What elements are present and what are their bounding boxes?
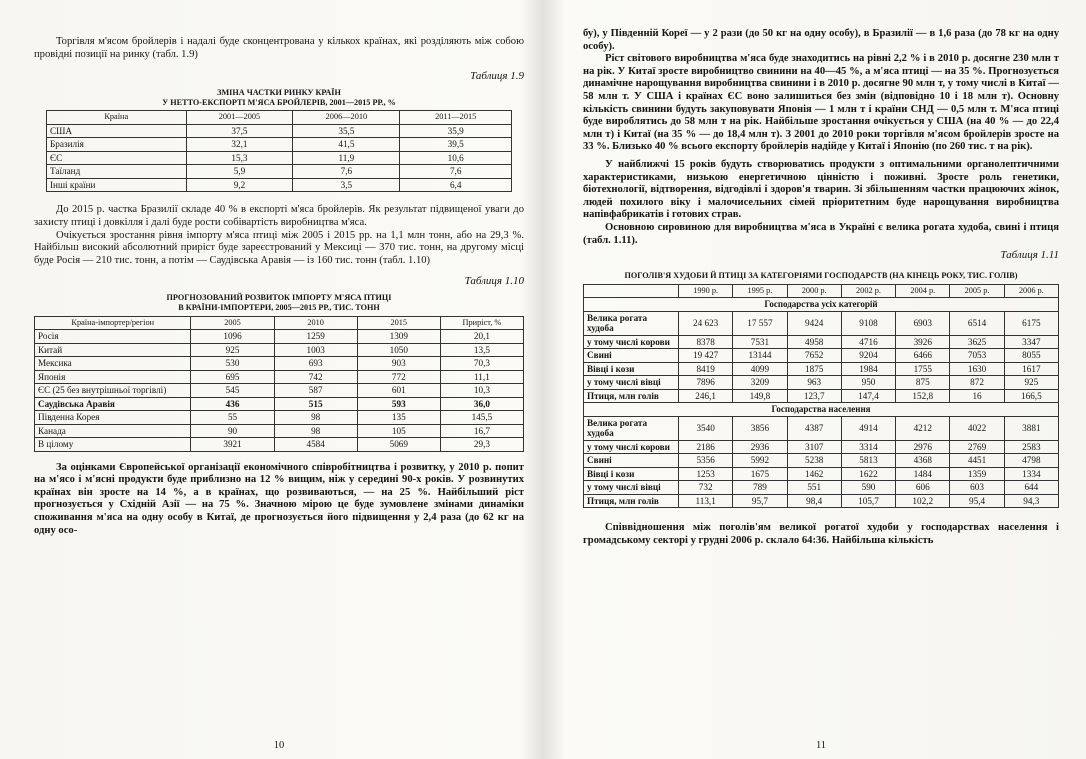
table-1-9-cell: 39,5: [400, 138, 512, 152]
table-1-11-row-label: у тому числі корови: [584, 440, 679, 454]
table-1-11-cell: 1462: [787, 467, 841, 481]
table-1-11-group-row: [584, 298, 1059, 312]
table-1-11-cell: 7652: [787, 349, 841, 363]
table-1-9-cell: 35,9: [400, 124, 512, 138]
table-1-9-header-cell: Країна: [47, 111, 187, 125]
table-1-9-cell: 41,5: [293, 138, 400, 152]
table-1-10-header-cell: Приріст, %: [440, 316, 523, 330]
table-1-10-cell: 742: [274, 370, 357, 384]
right-page: [583, 0, 1059, 759]
table-1-10-cell: 11,1: [440, 370, 523, 384]
table-1-11-cell: 789: [733, 481, 787, 495]
table-1-11-cell: 3209: [733, 376, 787, 390]
table-1-9-row: [47, 165, 512, 179]
table-1-9-row-label: ЄС: [47, 151, 187, 165]
paragraph-brazil: До 2015 р. частка Бразилії складе 40 % в експорті м'яса бройлерів. Як результат підвищеної уваги до захисту птиці і довкілля і далі буде рости собівартість виробництва м'яса.: [34, 204, 524, 228]
table-1-10-cell: 145,5: [440, 411, 523, 425]
table-1-9-row-label: Таїланд: [47, 165, 187, 179]
table-1-10-cell: 1003: [274, 343, 357, 357]
table-1-11-cell: 950: [841, 376, 895, 390]
table-1-10-cell: 1309: [357, 330, 440, 344]
table-1-11-cell: 1484: [896, 467, 950, 481]
table-1-10-row-label: Канада: [35, 424, 191, 438]
table-1-11-row-label: Велика рогата худоба: [584, 311, 679, 335]
table-1-11-row-label: у тому числі вівці: [584, 376, 679, 390]
table-1-11: [583, 284, 1059, 509]
table-1-10-row-label: Китай: [35, 343, 191, 357]
table-1-11-cell: 4387: [787, 416, 841, 440]
table-1-10-cell: 10,3: [440, 384, 523, 398]
table-1-9-header-cell: 2006—2010: [293, 111, 400, 125]
table-1-11-group-label: Господарства населення: [584, 403, 1059, 417]
table-1-11-row-label: Свині: [584, 349, 679, 363]
table-1-10-cell: 545: [191, 384, 274, 398]
table-1-10-cell: 13,5: [440, 343, 523, 357]
table-1-11-cell: 4022: [950, 416, 1004, 440]
table-1-11-cell: 17 557: [733, 311, 787, 335]
table-1-10-cell: 436: [191, 397, 274, 411]
table-1-11-row: [584, 349, 1059, 363]
paragraph-ukraine: Основною сировиною для виробництва м'яса в Україні є велика рогата худоба, свині і птиця (табл. 1.11).: [583, 221, 1059, 246]
table-1-11-cell: 147,4: [841, 389, 895, 403]
paragraph-continued: бу), у Південній Кореї — у 2 рази (до 50 кг на одну особу), в Бразилії — в 1,6 раза (до 78 кг на одну особу).: [583, 28, 1059, 52]
table-1-11-cell: 2583: [1004, 440, 1058, 454]
table-1-11-cell: 113,1: [679, 494, 733, 508]
table-1-11-cell: 102,2: [896, 494, 950, 508]
table-1-11-cell: 4212: [896, 416, 950, 440]
table-1-9-row-label: Бразилія: [47, 138, 187, 152]
paragraph-growth: Ріст світового виробництва м'яса буде знаходитись на рівні 2,2 % і в 2010 р. досягне 230 млн т на рік. У Китаї зросте виробництво свинини на 40—45 %, а м'яса птиці — на 35 %. Прогнозується динамічне нарощування виробництва свинини і в 2010 р. досягне 90 млн т, у тому числі в Китаї — 58 млн т. У США і країнах ЄС воно залишиться без змін (відповідно 10 і 18 млн т). Основну кількість свинини будуть закуповувати Японія — 1 млн т і країни СНД — 0,5 млн т. М'яса птиці буде вироблятись до 58 млн т на рік. Найбільше зростання очікується у США (на 40 % — до 22,4 млн т) і Китаї (на 35 % — до 18,4 млн т). З 2001 до 2010 роки торгівля м'ясом бройлерів зросте на 33 %. Близько 40 % всього експорту бройлерів надійде у Китаї і Японію (по 260 тис. т на рік).: [583, 53, 1059, 153]
table-1-10-cell: 20,1: [440, 330, 523, 344]
table-1-10-cell: 70,3: [440, 357, 523, 371]
table-1-10-cell: 1050: [357, 343, 440, 357]
table-1-11-cell: 246,1: [679, 389, 733, 403]
table-1-10-row: [35, 411, 524, 425]
table-1-10-row: [35, 397, 524, 411]
paragraph-oecd: За оцінками Європейської організації економічного співробітництва і розвитку, у 2010 р. попит на м'ясо і м'ясні продукти буде приблизно на 12 % вищим, ніж у середині 90-х років. У розвинутих країнах він зросте на 14 %, а в країнах, що розвиваються, — на 25 %. Найбільший ріст прогнозується у Східній Азії — на 75 %. Значною мірою це буде зумовлене змінами динаміки споживання м'яса на одну особу в Китаї, де прогнозується його підвищення у 2,4 раза (до 62 кг на одну осо-: [34, 461, 524, 536]
table-1-11-cell: 3856: [733, 416, 787, 440]
table-1-10-cell: 587: [274, 384, 357, 398]
table-1-11-row: [584, 494, 1059, 508]
table-1-11-cell: 105,7: [841, 494, 895, 508]
table-1-11-cell: 4914: [841, 416, 895, 440]
table-1-9-title-line2: У НЕТТО-ЕКСПОРТІ М'ЯСА БРОЙЛЕРІВ, 2001—2015 РР., %: [162, 97, 396, 107]
table-1-10-cell: 530: [191, 357, 274, 371]
table-1-11-row: [584, 416, 1059, 440]
table-1-10-cell: 601: [357, 384, 440, 398]
table-1-11-cell: 4958: [787, 335, 841, 349]
table-1-10-cell: 1259: [274, 330, 357, 344]
left-page: [34, 0, 524, 759]
table-1-11-cell: 1875: [787, 362, 841, 376]
table-1-11-cell: 1253: [679, 467, 733, 481]
table-1-11-cell: 872: [950, 376, 1004, 390]
table-1-11-cell: 8055: [1004, 349, 1058, 363]
table-1-11-cell: 2936: [733, 440, 787, 454]
table-1-11-cell: 123,7: [787, 389, 841, 403]
page-number-right: 11: [815, 740, 827, 751]
table-1-11-row: [584, 389, 1059, 403]
table-1-11-header-row: [584, 284, 1059, 298]
table-1-11-row-label: у тому числі вівці: [584, 481, 679, 495]
table-1-11-cell: 4716: [841, 335, 895, 349]
table-1-10-row-label: Мексика: [35, 357, 191, 371]
table-1-11-row: [584, 481, 1059, 495]
table-1-10-row: [35, 357, 524, 371]
table-1-9-row-label: США: [47, 124, 187, 138]
table-1-9-row: [47, 124, 512, 138]
table-1-9: [46, 110, 512, 192]
table-1-11-row-label: Птиця, млн голів: [584, 494, 679, 508]
paragraph-ratio: Співвідношення між поголів'ям великої рогатої худоби у господарствах населення і громадському секторі у грудні 2006 р. склало 64:36. Найбільша кількість: [583, 522, 1059, 546]
table-1-11-cell: 2769: [950, 440, 1004, 454]
table-1-11-row-label: Свині: [584, 454, 679, 468]
table-1-10-cell: 5069: [357, 438, 440, 452]
table-1-11-row-label: Вівці і кози: [584, 362, 679, 376]
table-1-10-header-cell: Країна-імпортер/регіон: [35, 316, 191, 330]
table-1-11-cell: 5238: [787, 454, 841, 468]
table-1-9-row-label: Інші країни: [47, 178, 187, 192]
table-1-11-cell: 3314: [841, 440, 895, 454]
table-1-10-cell: 4584: [274, 438, 357, 452]
table-1-11-cell: 95,4: [950, 494, 1004, 508]
table-1-11-row-label: Вівці і кози: [584, 467, 679, 481]
table-1-11-cell: 166,5: [1004, 389, 1058, 403]
table-1-11-header-cell: 1990 р.: [679, 284, 733, 298]
table-1-10-header-cell: 2015: [357, 316, 440, 330]
table-1-11-cell: 925: [1004, 376, 1058, 390]
table-1-10-caption: Таблиця 1.10: [464, 275, 524, 288]
table-1-11-cell: 9424: [787, 311, 841, 335]
table-1-11-header-cell: [584, 284, 679, 298]
table-1-11-cell: 8378: [679, 335, 733, 349]
table-1-11-cell: 5813: [841, 454, 895, 468]
table-1-11-cell: 3926: [896, 335, 950, 349]
table-1-10-row: [35, 330, 524, 344]
table-1-10-row: [35, 438, 524, 452]
table-1-11-cell: 3107: [787, 440, 841, 454]
table-1-11-cell: 9204: [841, 349, 895, 363]
table-1-11-row-label: Птиця, млн голів: [584, 389, 679, 403]
table-1-10-cell: 135: [357, 411, 440, 425]
table-1-10-cell: 105: [357, 424, 440, 438]
table-1-11-header-cell: 2002 р.: [841, 284, 895, 298]
table-1-11-header-cell: 2004 р.: [896, 284, 950, 298]
table-1-10-cell: 515: [274, 397, 357, 411]
table-1-11-cell: 2976: [896, 440, 950, 454]
paragraph-import: Очікується зростання рівня імпорту м'яса птиці між 2005 і 2015 рр. на 1,1 млн тонн, або на 29,3 %. Найбільш високий абсолютний приріст буде зареєстрований у Мексиці — 370 тис. тонн, на другому місці буде Росія — 210 тис. тонн, а потім — Саудівська Аравія — із 160 тис. тонн (табл. 1.10): [34, 229, 524, 266]
table-1-11-title: ПОГОЛІВ'Я ХУДОБИ Й ПТИЦІ ЗА КАТЕГОРІЯМИ ГОСПОДАРСТВ (НА КІНЕЦЬ РОКУ, ТИС. ГОЛІВ): [624, 271, 1018, 281]
table-1-9-cell: 15,3: [186, 151, 293, 165]
table-1-10-header-row: [35, 316, 524, 330]
table-1-10-cell: 98: [274, 424, 357, 438]
table-1-9-cell: 37,5: [186, 124, 293, 138]
table-1-10-row-label: Південна Корея: [35, 411, 191, 425]
table-1-10-cell: 903: [357, 357, 440, 371]
paragraph-15-years: У найближчі 15 років будуть створюватись продукти з оптимальними органолептичними характеристиками, низькою енергетичною цінністю і поживні. Зросте роль генетики, біотехнології, відтворення, відгодівлі і здоров'я тварин. Зі збільшенням частки працюючих жінок, людей похилого віку і малочисельних сімей пріоритетним буде нарощування виробництва напівфабрикатів і готових страв.: [583, 158, 1059, 221]
table-1-11-cell: 551: [787, 481, 841, 495]
table-1-11-row: [584, 311, 1059, 335]
table-1-11-cell: 2186: [679, 440, 733, 454]
table-1-11-cell: 95,7: [733, 494, 787, 508]
table-1-9-row: [47, 151, 512, 165]
table-1-9-cell: 5,9: [186, 165, 293, 179]
table-1-10-row: [35, 370, 524, 384]
table-1-10-cell: 16,7: [440, 424, 523, 438]
table-1-11-cell: 19 427: [679, 349, 733, 363]
table-1-11-cell: 7531: [733, 335, 787, 349]
table-1-9-cell: 9,2: [186, 178, 293, 192]
table-1-10-cell: 36,0: [440, 397, 523, 411]
table-1-10-row-label: Росія: [35, 330, 191, 344]
table-1-10-cell: 695: [191, 370, 274, 384]
table-1-11-row: [584, 467, 1059, 481]
table-1-9-cell: 11,9: [293, 151, 400, 165]
table-1-10-cell: 3921: [191, 438, 274, 452]
table-1-11-cell: 13144: [733, 349, 787, 363]
table-1-10-row-label: Саудівська Аравія: [35, 397, 191, 411]
table-1-11-row: [584, 376, 1059, 390]
table-1-11-cell: 590: [841, 481, 895, 495]
table-1-9-cell: 7,6: [400, 165, 512, 179]
table-1-10-cell: 593: [357, 397, 440, 411]
table-1-11-cell: 603: [950, 481, 1004, 495]
table-1-11-cell: 4451: [950, 454, 1004, 468]
table-1-11-cell: 963: [787, 376, 841, 390]
table-1-10-header-cell: 2005: [191, 316, 274, 330]
table-1-11-cell: 152,8: [896, 389, 950, 403]
table-1-9-row: [47, 138, 512, 152]
table-1-11-cell: 4368: [896, 454, 950, 468]
table-1-11-group-row: [584, 403, 1059, 417]
table-1-9-row: [47, 178, 512, 192]
table-1-10-cell: 1096: [191, 330, 274, 344]
table-1-11-cell: 6514: [950, 311, 1004, 335]
table-1-9-cell: 35,5: [293, 124, 400, 138]
table-1-9-title: [34, 88, 524, 107]
table-1-11-cell: 5356: [679, 454, 733, 468]
table-1-10-row-label: ЄС (25 без внутрішньої торгівлі): [35, 384, 191, 398]
table-1-9-cell: 32,1: [186, 138, 293, 152]
table-1-9-title-line1: ЗМІНА ЧАСТКИ РИНКУ КРАЇН: [217, 88, 341, 98]
table-1-11-cell: 732: [679, 481, 733, 495]
table-1-11-header-cell: 2000 р.: [787, 284, 841, 298]
table-1-11-header-cell: 2006 р.: [1004, 284, 1058, 298]
table-1-10-row: [35, 424, 524, 438]
table-1-11-row: [584, 454, 1059, 468]
table-1-11-header-cell: 1995 р.: [733, 284, 787, 298]
table-1-9-cell: 3,5: [293, 178, 400, 192]
table-1-11-caption: Таблиця 1.11: [1000, 249, 1059, 262]
table-1-11-cell: 3881: [1004, 416, 1058, 440]
table-1-11-cell: 606: [896, 481, 950, 495]
table-1-10-cell: 693: [274, 357, 357, 371]
table-1-11-cell: 875: [896, 376, 950, 390]
table-1-11-cell: 1622: [841, 467, 895, 481]
table-1-10-cell: 98: [274, 411, 357, 425]
table-1-11-cell: 1617: [1004, 362, 1058, 376]
table-1-10-cell: 90: [191, 424, 274, 438]
table-1-11-cell: 24 623: [679, 311, 733, 335]
table-1-11-cell: 4798: [1004, 454, 1058, 468]
table-1-11-row: [584, 362, 1059, 376]
table-1-11-cell: 3540: [679, 416, 733, 440]
table-1-11-cell: 4099: [733, 362, 787, 376]
table-1-9-cell: 7,6: [293, 165, 400, 179]
table-1-11-cell: 3625: [950, 335, 1004, 349]
table-1-11-cell: 1755: [896, 362, 950, 376]
table-1-11-cell: 6466: [896, 349, 950, 363]
table-1-11-cell: 98,4: [787, 494, 841, 508]
table-1-10-title: [34, 293, 524, 312]
table-1-10-cell: 29,3: [440, 438, 523, 452]
table-1-11-row-label: у тому числі корови: [584, 335, 679, 349]
table-1-10-row: [35, 384, 524, 398]
table-1-10-row-label: Японія: [35, 370, 191, 384]
table-1-11-cell: 9108: [841, 311, 895, 335]
table-1-11-cell: 1984: [841, 362, 895, 376]
table-1-10-cell: 925: [191, 343, 274, 357]
table-1-11-row-label: Велика рогата худоба: [584, 416, 679, 440]
table-1-11-cell: 5992: [733, 454, 787, 468]
table-1-10-cell: 772: [357, 370, 440, 384]
table-1-11-cell: 6903: [896, 311, 950, 335]
table-1-9-header-cell: 2001—2005: [186, 111, 293, 125]
table-1-9-caption: Таблиця 1.9: [470, 70, 524, 83]
table-1-11-cell: 3347: [1004, 335, 1058, 349]
table-1-11-cell: 1675: [733, 467, 787, 481]
page-number-left: 10: [273, 740, 285, 751]
table-1-11-cell: 6175: [1004, 311, 1058, 335]
table-1-10-title-line2: В КРАЇНИ-ІМПОРТЕРИ, 2005—2015 РР., ТИС. ТОНН: [178, 302, 380, 312]
table-1-9-header-row: [47, 111, 512, 125]
table-1-10-title-line1: ПРОГНОЗОВАНИЙ РОЗВИТОК ІМПОРТУ М'ЯСА ПТИЦІ: [166, 293, 392, 303]
table-1-11-cell: 1359: [950, 467, 1004, 481]
table-1-11-header-cell: 2005 р.: [950, 284, 1004, 298]
paragraph-intro: Торгівля м'ясом бройлерів і надалі буде сконцентрована у кількох країнах, які розділяють між собою провідні позиції на ринку (табл. 1.9): [34, 36, 524, 60]
table-1-10-row: [35, 343, 524, 357]
table-1-11-cell: 94,3: [1004, 494, 1058, 508]
table-1-10-row-label: В цілому: [35, 438, 191, 452]
table-1-9-header-cell: 2011—2015: [400, 111, 512, 125]
table-1-11-cell: 8419: [679, 362, 733, 376]
table-1-11-row: [584, 335, 1059, 349]
table-1-9-cell: 6,4: [400, 178, 512, 192]
table-1-11-cell: 644: [1004, 481, 1058, 495]
table-1-11-row: [584, 440, 1059, 454]
table-1-11-group-label: Господарства усіх категорій: [584, 298, 1059, 312]
table-1-10-cell: 55: [191, 411, 274, 425]
table-1-10-header-cell: 2010: [274, 316, 357, 330]
table-1-11-cell: 1630: [950, 362, 1004, 376]
table-1-11-cell: 149,8: [733, 389, 787, 403]
table-1-9-cell: 10,6: [400, 151, 512, 165]
table-1-11-cell: 16: [950, 389, 1004, 403]
table-1-11-cell: 7053: [950, 349, 1004, 363]
table-1-11-cell: 7896: [679, 376, 733, 390]
table-1-11-cell: 1334: [1004, 467, 1058, 481]
table-1-10: [34, 316, 524, 452]
